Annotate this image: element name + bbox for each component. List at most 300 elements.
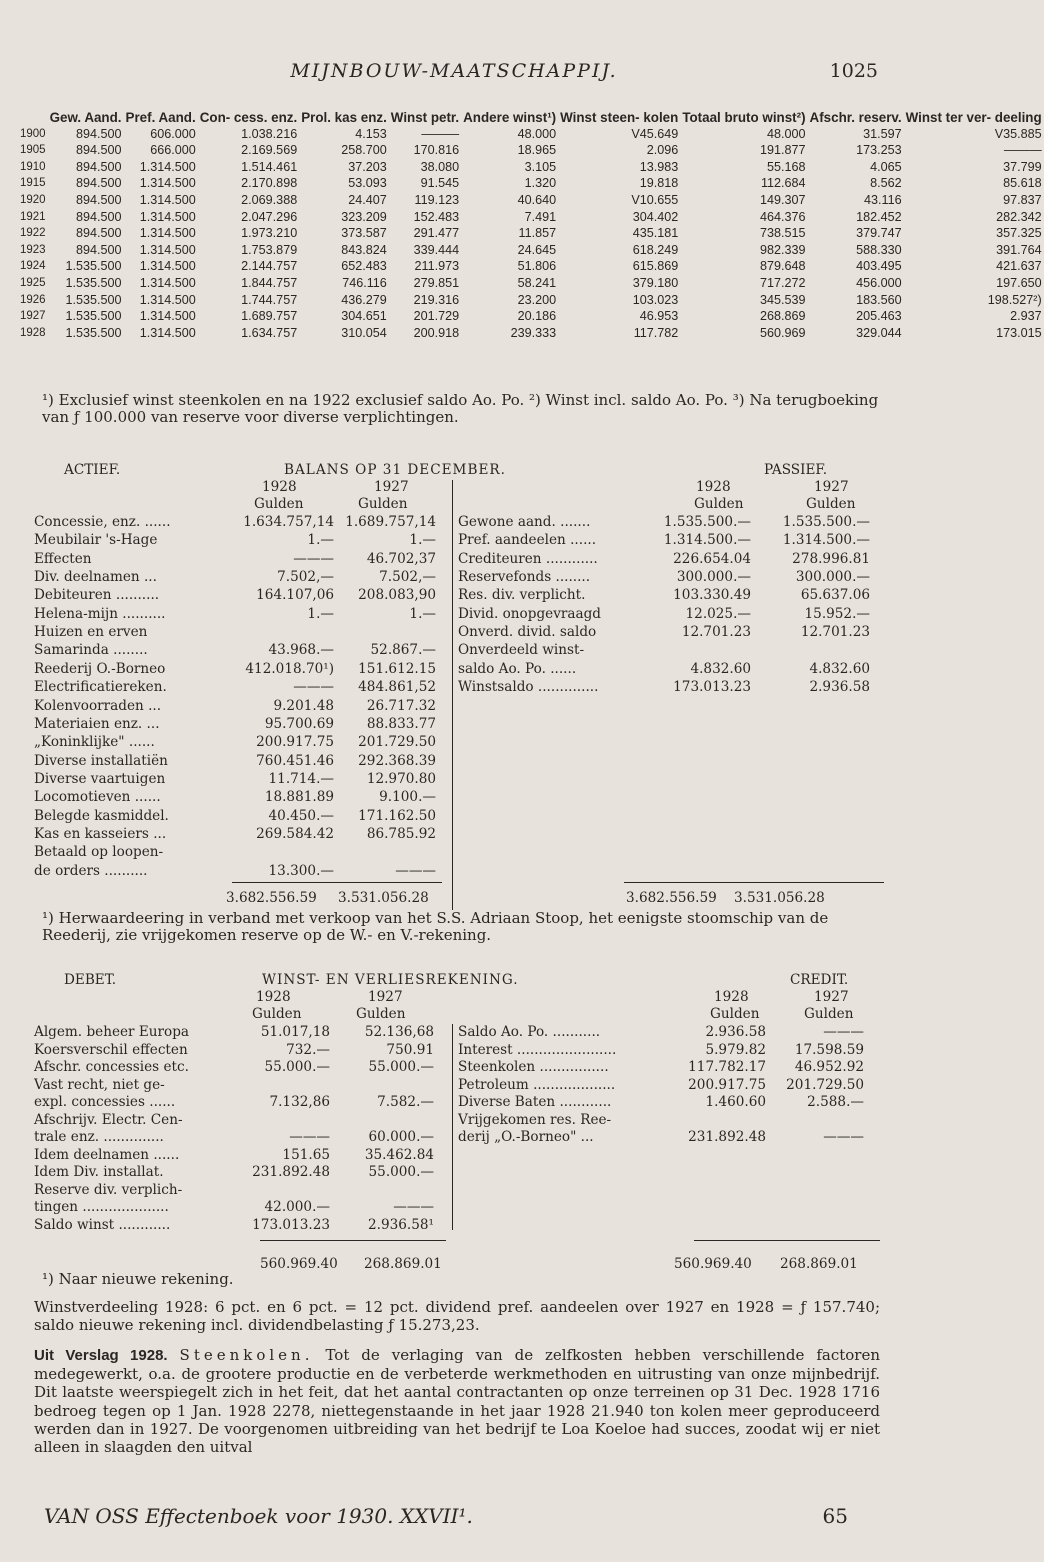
- value-cell: 1.535.500: [65, 259, 122, 274]
- value-previous: ———: [395, 862, 436, 879]
- value-cell: 13.983: [639, 159, 679, 174]
- history-col-header: Prol. kas enz.: [301, 110, 387, 125]
- value-current: 1.535.500.—: [663, 514, 751, 530]
- value-cell: 1.314.500: [139, 275, 196, 290]
- line-label: Betaald op loopen-: [34, 844, 164, 861]
- value-current: 1.314.500.—: [663, 532, 751, 549]
- table-row: [18, 142, 1044, 159]
- value-cell: 894.500: [75, 176, 122, 191]
- line-label: Saldo winst ............: [34, 1216, 171, 1233]
- history-col-header: Winst steen- kolen: [560, 110, 679, 125]
- line-label: Onverdeeld winst-: [458, 642, 585, 659]
- value-current: 117.782.17: [688, 1059, 766, 1075]
- value-cell: 1.314.500: [139, 226, 196, 241]
- value-cell: 2.047.296: [241, 209, 298, 224]
- line-label: Interest .......................: [458, 1041, 617, 1058]
- value-previous: 1.—: [409, 532, 436, 549]
- line-label: Vast recht, niet ge-: [34, 1076, 165, 1093]
- actief-title: ACTIEF.: [64, 462, 121, 478]
- table-row: [18, 292, 1044, 309]
- table-row: [18, 209, 1044, 226]
- value-cell: 310.054: [341, 325, 387, 340]
- table-row: [18, 258, 1044, 275]
- line-label: Divid. onopgevraagd: [458, 605, 601, 622]
- line-label: Idem deelnamen ......: [34, 1146, 180, 1163]
- value-cell: 843.824: [341, 242, 387, 257]
- value-current: 1.—: [307, 532, 334, 549]
- value-cell: 200.918: [413, 325, 460, 340]
- line-label: expl. concessies ......: [34, 1094, 176, 1110]
- profit-loss-account: [34, 972, 884, 1284]
- value-cell: 4.153: [355, 126, 387, 141]
- value-cell: 48.000: [767, 126, 806, 141]
- line-label: Kas en kasseiers ...: [34, 825, 167, 842]
- value-previous: 2.936.58¹: [368, 1216, 434, 1233]
- value-cell: 1.844.757: [241, 275, 298, 290]
- value-current: 231.892.48: [688, 1129, 766, 1145]
- history-col-header: Winst ter ver- deeling: [905, 110, 1042, 125]
- value-previous: 151.612.15: [358, 660, 436, 677]
- value-current: 2.936.58: [705, 1024, 766, 1040]
- line-label: Reserve div. verplich-: [34, 1181, 183, 1198]
- value-cell: 19.818: [639, 176, 679, 191]
- value-cell: 24.407: [348, 192, 387, 207]
- line-label: Crediteuren ............: [458, 550, 598, 567]
- value-current: ———: [293, 679, 334, 696]
- table-row: [18, 175, 1044, 192]
- value-cell: 403.495: [856, 259, 902, 274]
- history-table: [18, 110, 1044, 341]
- year-1927-right: 1927: [814, 989, 849, 1005]
- year-1927-right: 1927: [814, 479, 849, 495]
- value-cell: 464.376: [760, 209, 806, 224]
- value-cell: 91.545: [420, 176, 460, 191]
- value-current: 95.700.69: [264, 715, 334, 732]
- line-label: Electrificatiereken.: [34, 679, 167, 696]
- value-cell: 46.953: [639, 309, 679, 324]
- value-previous: 12.701.23: [800, 624, 870, 641]
- line-label: Saldo Ao. Po. ...........: [458, 1024, 601, 1040]
- value-previous: 292.368.39: [358, 752, 436, 769]
- value-previous: 2.588.—: [807, 1094, 864, 1110]
- value-cell: 879.648: [760, 259, 806, 274]
- value-previous: 46.702,37: [366, 550, 436, 567]
- value-previous: 1.314.500.—: [782, 532, 870, 549]
- line-label: Kolenvoorraden ...: [34, 697, 162, 714]
- value-cell: 1.314.500: [139, 309, 196, 324]
- value-current: 231.892.48: [252, 1164, 330, 1180]
- year-cell: 1920: [20, 193, 46, 206]
- value-previous: 17.598.59: [794, 1041, 864, 1058]
- value-current: ———: [289, 1129, 330, 1145]
- unit-label: Gulden: [254, 496, 304, 512]
- history-col-header: Pref. Aand.: [125, 110, 196, 125]
- line-label: de orders ..........: [34, 862, 148, 879]
- value-cell: 1.973.210: [241, 226, 298, 241]
- line-label: Huizen en erven: [34, 624, 148, 641]
- value-current: 1.634.757,14: [243, 514, 334, 530]
- table-row: [18, 225, 1044, 242]
- year-cell: 1900: [20, 127, 46, 140]
- value-cell: 239.333: [510, 325, 557, 340]
- verslag-paragraph: [34, 1346, 880, 1456]
- table-row: [18, 242, 1044, 259]
- value-cell: 279.851: [413, 275, 460, 290]
- line-label: Steenkolen ................: [458, 1059, 609, 1075]
- value-current: 760.451.46: [256, 752, 334, 769]
- balans-title: BALANS OP 31 DECEMBER.: [284, 462, 506, 478]
- value-cell: 304.651: [341, 309, 387, 324]
- unit-label: Gulden: [806, 496, 856, 512]
- value-cell: 40.640: [517, 192, 557, 207]
- line-label: Concessie, enz. ......: [34, 514, 171, 530]
- value-cell: 170.816: [413, 143, 460, 158]
- value-cell: 894.500: [75, 226, 122, 241]
- value-cell: 112.684: [760, 176, 806, 191]
- year-cell: 1910: [20, 160, 46, 173]
- value-cell: 149.307: [760, 192, 806, 207]
- value-current: 173.013.23: [673, 679, 751, 696]
- verslag-label: Uit Verslag 1928.: [34, 1347, 168, 1364]
- value-cell: 1.314.500: [139, 209, 196, 224]
- value-cell: 37.799: [1003, 159, 1042, 174]
- value-cell: 379.747: [856, 226, 902, 241]
- line-label: Koersverschil effecten: [34, 1041, 188, 1058]
- value-cell: 1.634.757: [241, 325, 298, 340]
- value-previous: 300.000.—: [795, 569, 870, 586]
- value-current: 151.65: [282, 1146, 330, 1163]
- history-header-row: [18, 110, 1044, 126]
- history-col-header: Totaal bruto winst²): [682, 110, 806, 125]
- value-cell: 1.320: [524, 176, 557, 191]
- unit-label: Gulden: [356, 1006, 406, 1022]
- value-previous: 46.952.92: [794, 1059, 864, 1075]
- value-previous: 35.462.84: [364, 1146, 434, 1163]
- line-label: tingen ....................: [34, 1199, 169, 1215]
- value-cell: 379.180: [632, 275, 679, 290]
- line-label: Debiteuren ..........: [34, 587, 160, 604]
- value-cell: 588.330: [856, 242, 902, 257]
- value-cell: 183.560: [856, 292, 902, 307]
- value-previous: 60.000.—: [368, 1129, 434, 1145]
- value-cell: 373.587: [341, 226, 387, 241]
- line-label: trale enz. ..............: [34, 1129, 164, 1145]
- value-cell: 717.272: [760, 275, 806, 290]
- value-previous: 171.162.50: [358, 807, 436, 824]
- value-current: 164.107,06: [256, 587, 334, 604]
- table-row: [18, 308, 1044, 325]
- value-cell: 1.314.500: [139, 325, 196, 340]
- value-cell: 7.491: [524, 209, 557, 224]
- value-cell: 31.597: [863, 126, 902, 141]
- page-number: 1025: [829, 60, 878, 82]
- value-previous: 12.970.80: [366, 770, 436, 787]
- value-cell: 8.562: [870, 176, 902, 191]
- value-cell: 894.500: [75, 126, 122, 141]
- value-previous: 52.136,68: [364, 1024, 434, 1040]
- table-row: [18, 325, 1044, 342]
- value-current: 7.132,86: [269, 1094, 330, 1110]
- line-label: Vrijgekomen res. Ree-: [458, 1111, 612, 1128]
- value-previous: 9.100.—: [379, 789, 436, 806]
- line-label: Diverse Baten ............: [458, 1094, 612, 1110]
- value-cell: 191.877: [760, 143, 806, 158]
- value-cell: 1.314.500: [139, 176, 196, 191]
- line-label: Div. deelnamen ...: [34, 569, 157, 586]
- value-cell: 3.105: [524, 159, 557, 174]
- unit-label: Gulden: [358, 496, 408, 512]
- line-label: Afschr. concessies etc.: [34, 1059, 189, 1075]
- value-cell: 1.314.500: [139, 242, 196, 257]
- line-label: Gewone aand. .......: [458, 514, 591, 530]
- value-cell: 198.527²): [987, 292, 1042, 307]
- value-cell: 2.096: [646, 143, 679, 158]
- value-cell: 391.764: [996, 242, 1042, 257]
- value-cell: 2.069.388: [241, 192, 298, 207]
- debet-total-1927: 268.869.01: [364, 1256, 442, 1272]
- passief-total-1927: 3.531.056.28: [734, 890, 825, 906]
- history-col-header: Gew. Aand.: [49, 110, 122, 125]
- value-cell: 1.753.879: [241, 242, 298, 257]
- value-cell: 894.500: [75, 159, 122, 174]
- value-cell: 38.080: [420, 159, 460, 174]
- value-cell: 58.241: [517, 275, 557, 290]
- year-cell: 1927: [20, 310, 46, 323]
- value-cell: V45.649: [631, 126, 679, 141]
- value-cell: 2.170.898: [241, 176, 298, 191]
- value-cell: 20.186: [517, 309, 557, 324]
- value-previous: 26.717.32: [366, 697, 436, 714]
- passief-title: PASSIEF.: [764, 462, 828, 478]
- credit-total-1928: 560.969.40: [674, 1256, 752, 1272]
- year-cell: 1924: [20, 260, 46, 273]
- value-cell: 51.806: [517, 259, 557, 274]
- value-previous: 1.—: [409, 605, 436, 622]
- value-current: 51.017,18: [260, 1024, 330, 1040]
- winstverdeeling: Winstverdeeling 1928: 6 pct. en 6 pct. = 12 pct. dividend pref. aandeelen over 1927 en 1928 = ƒ 157.740; saldo nieuwe rekening incl. dividendbelasting ƒ 15.273,23.: [34, 1298, 880, 1335]
- value-cell: 219.316: [413, 292, 460, 307]
- value-cell: 201.729: [413, 309, 460, 324]
- value-previous: 750.91: [386, 1041, 434, 1058]
- year-1928: 1928: [262, 479, 297, 495]
- value-cell: 1.535.500: [65, 275, 122, 290]
- value-current: 18.881.89: [264, 789, 334, 806]
- value-cell: 1.744.757: [241, 292, 298, 307]
- value-cell: V10.655: [631, 192, 679, 207]
- line-label: Effecten: [34, 550, 92, 567]
- value-cell: 85.618: [1003, 176, 1042, 191]
- value-current: 5.979.82: [705, 1041, 766, 1058]
- value-current: ———: [293, 550, 334, 567]
- value-cell: ———: [421, 126, 460, 141]
- value-cell: 11.857: [518, 226, 557, 241]
- value-cell: 37.203: [348, 159, 387, 174]
- value-cell: 2.144.757: [241, 259, 298, 274]
- value-previous: 201.729.50: [786, 1076, 864, 1093]
- value-cell: 329.044: [856, 325, 902, 340]
- year-1927: 1927: [368, 989, 403, 1005]
- value-previous: 88.833.77: [366, 715, 436, 732]
- year-cell: 1922: [20, 227, 46, 240]
- line-label: Algem. beheer Europa: [34, 1024, 190, 1040]
- value-cell: 1.038.216: [241, 126, 298, 141]
- value-cell: 211.973: [414, 259, 460, 274]
- value-current: 173.013.23: [252, 1216, 330, 1233]
- value-current: 200.917.75: [688, 1076, 766, 1093]
- value-cell: 894.500: [75, 192, 122, 207]
- value-cell: 268.869: [760, 309, 806, 324]
- year-cell: 1921: [20, 210, 46, 223]
- value-current: 9.201.48: [273, 697, 334, 714]
- value-cell: 738.515: [760, 226, 806, 241]
- value-current: 103.330.49: [673, 587, 751, 604]
- value-cell: 618.249: [632, 242, 679, 257]
- table-row: [18, 159, 1044, 176]
- value-current: 42.000.—: [264, 1199, 330, 1215]
- value-cell: 282.342: [996, 209, 1042, 224]
- value-cell: 182.452: [856, 209, 902, 224]
- line-label: Reederij O.-Borneo: [34, 660, 166, 677]
- value-previous: ———: [393, 1199, 434, 1215]
- value-current: 11.714.—: [268, 770, 334, 787]
- debet-title: DEBET.: [64, 972, 117, 988]
- line-label: Reservefonds ........: [458, 569, 591, 586]
- passief-total-1928: 3.682.556.59: [626, 890, 717, 906]
- year-1928: 1928: [256, 989, 291, 1005]
- value-previous: 4.832.60: [809, 660, 870, 677]
- value-current: 300.000.—: [676, 569, 751, 586]
- value-cell: 43.116: [864, 192, 902, 207]
- value-previous: 55.000.—: [368, 1059, 434, 1075]
- verslag-topic: Steenkolen.: [179, 1346, 314, 1364]
- history-col-header: Afschr. reserv.: [809, 110, 902, 125]
- value-cell: 119.123: [414, 192, 460, 207]
- running-title: MIJNBOUW-MAATSCHAPPIJ.: [290, 60, 618, 82]
- value-current: 269.584.42: [256, 825, 334, 842]
- value-cell: 1.514.461: [241, 159, 298, 174]
- value-current: 7.502,—: [277, 569, 334, 586]
- history-col-header: Winst petr.: [390, 110, 460, 125]
- value-previous: 86.785.92: [366, 825, 436, 842]
- value-cell: 97.837: [1003, 192, 1042, 207]
- line-label: Locomotieven ......: [34, 789, 161, 806]
- table-row: [18, 126, 1044, 143]
- line-label: „Koninklijke" ......: [34, 734, 155, 751]
- value-cell: 173.015: [996, 325, 1042, 340]
- value-previous: 208.083,90: [358, 587, 436, 604]
- value-current: 4.832.60: [690, 660, 751, 677]
- value-cell: 23.200: [517, 292, 557, 307]
- value-previous: 1.689.757,14: [345, 514, 436, 530]
- value-current: 1.—: [307, 605, 334, 622]
- value-current: 226.654.04: [673, 550, 751, 567]
- balans-footnote: ¹) Herwaardeering in verband met verkoop van het S.S. Adriaan Stoop, het eenigste stoomschip van de Reederij, zie vrijgekomen reserve op de W.- en V.-rekening.: [42, 909, 829, 944]
- line-label: Idem Div. installat.: [34, 1164, 164, 1180]
- value-previous: 15.952.—: [804, 605, 870, 622]
- debet-total-1928: 560.969.40: [260, 1256, 338, 1272]
- unit-label: Gulden: [252, 1006, 302, 1022]
- line-label: Res. div. verplicht.: [458, 587, 586, 604]
- value-cell: 2.937: [1010, 309, 1042, 324]
- footer-source: VAN OSS Effectenboek voor 1930. XXVII¹.: [44, 1504, 473, 1528]
- value-cell: 894.500: [75, 242, 122, 257]
- value-cell: 982.339: [760, 242, 806, 257]
- value-cell: 606.000: [150, 126, 196, 141]
- value-cell: 291.477: [413, 226, 460, 241]
- value-previous: 1.535.500.—: [782, 514, 870, 530]
- line-label: Samarinda ........: [34, 642, 148, 659]
- value-cell: 560.969: [760, 325, 806, 340]
- value-previous: 201.729.50: [358, 734, 436, 751]
- year-cell: 1928: [20, 326, 46, 339]
- value-cell: 323.209: [341, 209, 387, 224]
- credit-total-1927: 268.869.01: [780, 1256, 858, 1272]
- value-previous: ———: [823, 1129, 864, 1145]
- value-cell: 1.535.500: [65, 292, 122, 307]
- value-cell: 1.314.500: [139, 292, 196, 307]
- value-cell: 666.000: [150, 143, 196, 158]
- value-current: 12.701.23: [681, 624, 751, 641]
- value-cell: 894.500: [75, 209, 122, 224]
- value-cell: 1.535.500: [65, 309, 122, 324]
- value-previous: ———: [823, 1024, 864, 1040]
- value-current: 40.450.—: [268, 807, 334, 824]
- value-previous: 484.861,52: [358, 679, 436, 696]
- value-cell: 1.314.500: [139, 259, 196, 274]
- line-label: saldo Ao. Po. ......: [458, 660, 577, 677]
- value-cell: 304.402: [632, 209, 679, 224]
- value-cell: 1.689.757: [241, 309, 298, 324]
- value-previous: 65.637.06: [800, 587, 870, 604]
- value-cell: 456.000: [856, 275, 902, 290]
- history-col-header: Con- cess. enz.: [199, 110, 298, 125]
- value-current: 12.025.—: [685, 605, 751, 622]
- line-label: Pref. aandeelen ......: [458, 532, 597, 549]
- value-current: 732.—: [286, 1041, 330, 1058]
- value-cell: 894.500: [75, 143, 122, 158]
- line-label: Diverse installatiën: [34, 752, 168, 769]
- footer-page: 65: [822, 1504, 848, 1528]
- value-cell: 152.483: [413, 209, 460, 224]
- line-label: Diverse vaartuigen: [34, 770, 166, 787]
- history-col-header: Andere winst¹): [463, 110, 557, 125]
- year-cell: 1905: [20, 144, 46, 157]
- value-cell: 1.314.500: [139, 192, 196, 207]
- wv-title: WINST- EN VERLIESREKENING.: [262, 972, 519, 988]
- value-cell: 103.023: [632, 292, 679, 307]
- value-previous: 278.996.81: [792, 550, 870, 567]
- line-label: Petroleum ...................: [458, 1076, 616, 1093]
- value-cell: 746.116: [342, 275, 387, 290]
- value-previous: 52.867.—: [370, 642, 436, 659]
- value-cell: 1.535.500: [65, 325, 122, 340]
- history-footnote: ¹) Exclusief winst steenkolen en na 1922 exclusief saldo Ao. Po. ²) Winst incl. saldo Ao. Po. ³) Na terugboeking van ƒ 100.000 van reserve voor diverse verplichtingen.: [42, 391, 879, 426]
- value-current: 1.460.60: [705, 1094, 766, 1110]
- unit-label: Gulden: [804, 1006, 854, 1022]
- year-cell: 1915: [20, 177, 46, 190]
- value-cell: 53.093: [348, 176, 387, 191]
- value-cell: 345.539: [760, 292, 806, 307]
- line-label: derij „O.-Borneo" ...: [458, 1129, 594, 1145]
- actief-total-1928: 3.682.556.59: [226, 890, 317, 906]
- value-cell: 421.637: [996, 259, 1042, 274]
- value-previous: 7.502,—: [379, 569, 436, 586]
- value-cell: 435.181: [632, 226, 679, 241]
- value-cell: 258.700: [341, 143, 387, 158]
- value-cell: 339.444: [413, 242, 460, 257]
- year-cell: 1923: [20, 243, 46, 256]
- wv-footnote: ¹) Naar nieuwe rekening.: [42, 1270, 234, 1288]
